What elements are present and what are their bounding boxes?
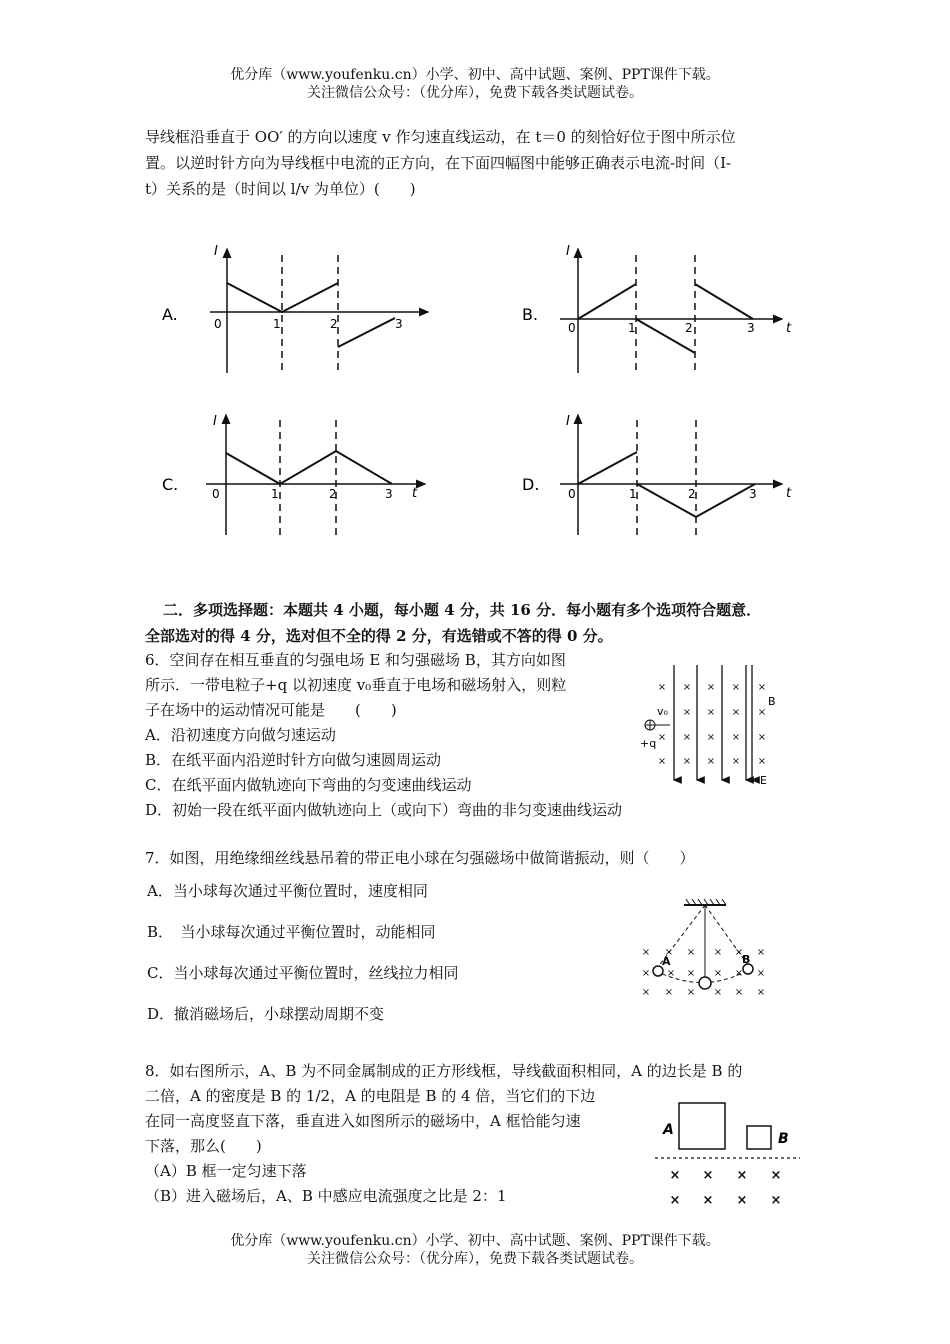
q8-label-a: A bbox=[663, 1122, 674, 1138]
graph-c-axis-y: I bbox=[213, 414, 217, 429]
footer-line-1: 优分库（www.youfenku.cn）小学、初中、高中试题、案例、PPT课件下载。 bbox=[230, 1233, 720, 1249]
svg-text:×: × bbox=[770, 1168, 782, 1183]
svg-text:×: × bbox=[657, 732, 667, 743]
q6-option-d: D．初始一段在纸平面内做轨迹向上（或向下）弯曲的非匀变速曲线运动 bbox=[145, 801, 623, 819]
graph-b-tick-2: 2 bbox=[685, 321, 693, 335]
svg-text:×: × bbox=[641, 947, 651, 958]
graph-a bbox=[162, 244, 428, 373]
svg-text:×: × bbox=[641, 987, 651, 998]
graph-d-tick-3: 3 bbox=[749, 487, 757, 501]
q5-line-2: 置。以逆时针方向为导线框中电流的正方向，在下面四幅图中能够正确表示电流-时间（I- bbox=[145, 154, 732, 172]
svg-text:×: × bbox=[706, 732, 716, 743]
graph-b-tick-3: 3 bbox=[747, 321, 755, 335]
svg-text:×: × bbox=[686, 947, 696, 958]
svg-text:×: × bbox=[657, 682, 667, 693]
graph-d-label: D. bbox=[522, 475, 540, 494]
svg-text:×: × bbox=[682, 732, 692, 743]
svg-text:×: × bbox=[682, 682, 692, 693]
q7-stem: 7．如图，用绝缘细丝线悬吊着的带正电小球在匀强磁场中做简谐振动，则（ ） bbox=[145, 849, 695, 867]
graph-b-tick-1: 1 bbox=[628, 321, 636, 335]
q8-line-4: 下落，那么( ) bbox=[145, 1137, 262, 1155]
q5-line-1: 导线框沿垂直于 OO′ 的方向以速度 v 作匀速直线运动，在 t＝0 的刻恰好位于图中所示位 bbox=[145, 128, 736, 146]
svg-text:×: × bbox=[686, 987, 696, 998]
svg-text:×: × bbox=[669, 1168, 681, 1183]
q6-option-c: C．在纸平面内做轨迹向下弯曲的匀变速曲线运动 bbox=[145, 776, 472, 794]
svg-text:×: × bbox=[731, 756, 741, 767]
q7-label-a: A bbox=[662, 955, 671, 968]
svg-text:×: × bbox=[731, 682, 741, 693]
svg-text:×: × bbox=[734, 968, 744, 979]
q6-field-figure bbox=[640, 660, 790, 790]
svg-text:×: × bbox=[641, 968, 651, 979]
graph-d-tick-1: 1 bbox=[629, 487, 637, 501]
graph-b-label: B. bbox=[522, 305, 539, 324]
svg-text:×: × bbox=[706, 682, 716, 693]
q8-frames-figure bbox=[655, 1095, 805, 1210]
graph-b-tick-0: 0 bbox=[568, 321, 576, 335]
q7-option-b: B． 当小球每次通过平衡位置时，动能相同 bbox=[147, 923, 436, 941]
svg-text:×: × bbox=[713, 947, 723, 958]
q6-line-1: 6．空间存在相互垂直的匀强电场 E 和匀强磁场 B，其方向如图 bbox=[145, 651, 566, 669]
footer-line-2: 关注微信公众号：（优分库），免费下载各类试题试卷。 bbox=[307, 1251, 643, 1267]
q7-option-c: C．当小球每次通过平衡位置时，丝线拉力相同 bbox=[147, 964, 459, 982]
graph-a-tick-1: 1 bbox=[273, 317, 281, 331]
graph-c-label: C. bbox=[162, 475, 179, 494]
graph-c-tick-1: 1 bbox=[271, 487, 279, 501]
graph-c-tick-2: 2 bbox=[329, 487, 337, 501]
svg-text:×: × bbox=[757, 707, 767, 718]
svg-text:×: × bbox=[757, 682, 767, 693]
graph-a-axis-y: I bbox=[214, 244, 218, 259]
graph-a-label: A. bbox=[162, 305, 178, 324]
q5-line-3: t）关系的是（时间以 l/v 为单位）( ) bbox=[145, 180, 416, 198]
q8-option-a: （A）B 框一定匀速下落 bbox=[145, 1162, 307, 1180]
svg-text:×: × bbox=[713, 987, 723, 998]
q8-option-b: （B）进入磁场后，A、B 中感应电流强度之比是 2：1 bbox=[145, 1187, 507, 1205]
graph-a-tick-3: 3 bbox=[395, 317, 403, 331]
svg-text:×: × bbox=[669, 1193, 681, 1208]
svg-text:×: × bbox=[702, 1168, 714, 1183]
graph-d-axis-y: I bbox=[566, 414, 570, 429]
svg-text:×: × bbox=[664, 947, 674, 958]
q6-option-a: A．沿初速度方向做匀速运动 bbox=[145, 726, 336, 744]
q6-line-2: 所示．一带电粒子+q 以初速度 v₀垂直于电场和磁场射入，则粒 bbox=[145, 676, 567, 694]
q6-option-b: B．在纸平面内沿逆时针方向做匀速圆周运动 bbox=[145, 751, 442, 769]
q6-line-3: 子在场中的运动情况可能是 ( ) bbox=[145, 701, 397, 719]
graph-a-tick-2: 2 bbox=[330, 317, 338, 331]
svg-text:×: × bbox=[657, 756, 667, 767]
graph-d-axis-x: t bbox=[786, 486, 792, 501]
svg-text:×: × bbox=[756, 987, 766, 998]
svg-text:×: × bbox=[736, 1193, 748, 1208]
q8-line-1: 8．如右图所示，A、B 为不同金属制成的正方形线框，导线截面积相同，A 的边长是 B 的 bbox=[145, 1062, 743, 1080]
q7-option-a: A．当小球每次通过平衡位置时，速度相同 bbox=[147, 882, 428, 900]
graph-c bbox=[162, 414, 425, 535]
q8-label-b: B bbox=[778, 1131, 789, 1147]
section2-line-1: 二．多项选择题：本题共 4 小题，每小题 4 分，共 16 分．每小题有多个选项符合题意． bbox=[163, 601, 762, 619]
svg-text:×: × bbox=[734, 947, 744, 958]
q8-line-2: 二倍，A 的密度是 B 的 1/2，A 的电阻是 B 的 4 倍，当它们的下边 bbox=[145, 1087, 596, 1105]
svg-text:×: × bbox=[734, 987, 744, 998]
svg-text:×: × bbox=[666, 968, 676, 979]
svg-text:×: × bbox=[736, 1168, 748, 1183]
graph-a-tick-0: 0 bbox=[214, 317, 222, 331]
graph-c-tick-0: 0 bbox=[212, 487, 220, 501]
svg-text:×: × bbox=[682, 707, 692, 718]
q5-graphs-figure bbox=[150, 235, 800, 545]
graph-c-axis-x: t bbox=[412, 486, 418, 501]
graph-d bbox=[522, 414, 792, 535]
graph-b-axis-x: t bbox=[786, 321, 792, 336]
graph-d-tick-0: 0 bbox=[568, 487, 576, 501]
svg-text:×: × bbox=[706, 756, 716, 767]
svg-text:×: × bbox=[756, 947, 766, 958]
q7-label-b: B bbox=[742, 953, 751, 966]
svg-text:×: × bbox=[702, 1193, 714, 1208]
svg-text:×: × bbox=[686, 968, 696, 979]
svg-text:×: × bbox=[713, 968, 723, 979]
svg-text:×: × bbox=[731, 707, 741, 718]
svg-text:×: × bbox=[731, 732, 741, 743]
q7-option-d: D．撤消磁场后，小球摆动周期不变 bbox=[147, 1005, 385, 1023]
svg-text:×: × bbox=[756, 968, 766, 979]
section2-line-2: 全部选对的得 4 分，选对但不全的得 2 分，有选错或不答的得 0 分。 bbox=[145, 627, 613, 645]
svg-text:×: × bbox=[682, 756, 692, 767]
q6-label-q: +q bbox=[640, 737, 657, 750]
q6-label-e: E bbox=[760, 774, 767, 787]
q8-line-3: 在同一高度竖直下落，垂直进入如图所示的磁场中，A 框恰能匀速 bbox=[145, 1112, 581, 1130]
graph-d-tick-2: 2 bbox=[688, 487, 696, 501]
svg-text:×: × bbox=[664, 987, 674, 998]
header-line-1: 优分库（www.youfenku.cn）小学、初中、高中试题、案例、PPT课件下载。 bbox=[230, 67, 720, 83]
q7-pendulum-figure bbox=[636, 895, 776, 1000]
svg-text:×: × bbox=[706, 707, 716, 718]
svg-text:×: × bbox=[757, 732, 767, 743]
svg-text:×: × bbox=[770, 1193, 782, 1208]
header-line-2: 关注微信公众号：（优分库），免费下载各类试题试卷。 bbox=[307, 85, 643, 101]
q6-label-b: B bbox=[768, 695, 776, 708]
q6-label-v0: v₀ bbox=[657, 705, 668, 718]
graph-c-tick-3: 3 bbox=[385, 487, 393, 501]
svg-text:×: × bbox=[757, 756, 767, 767]
graph-b bbox=[522, 244, 792, 373]
graph-b-axis-y: I bbox=[566, 244, 570, 259]
